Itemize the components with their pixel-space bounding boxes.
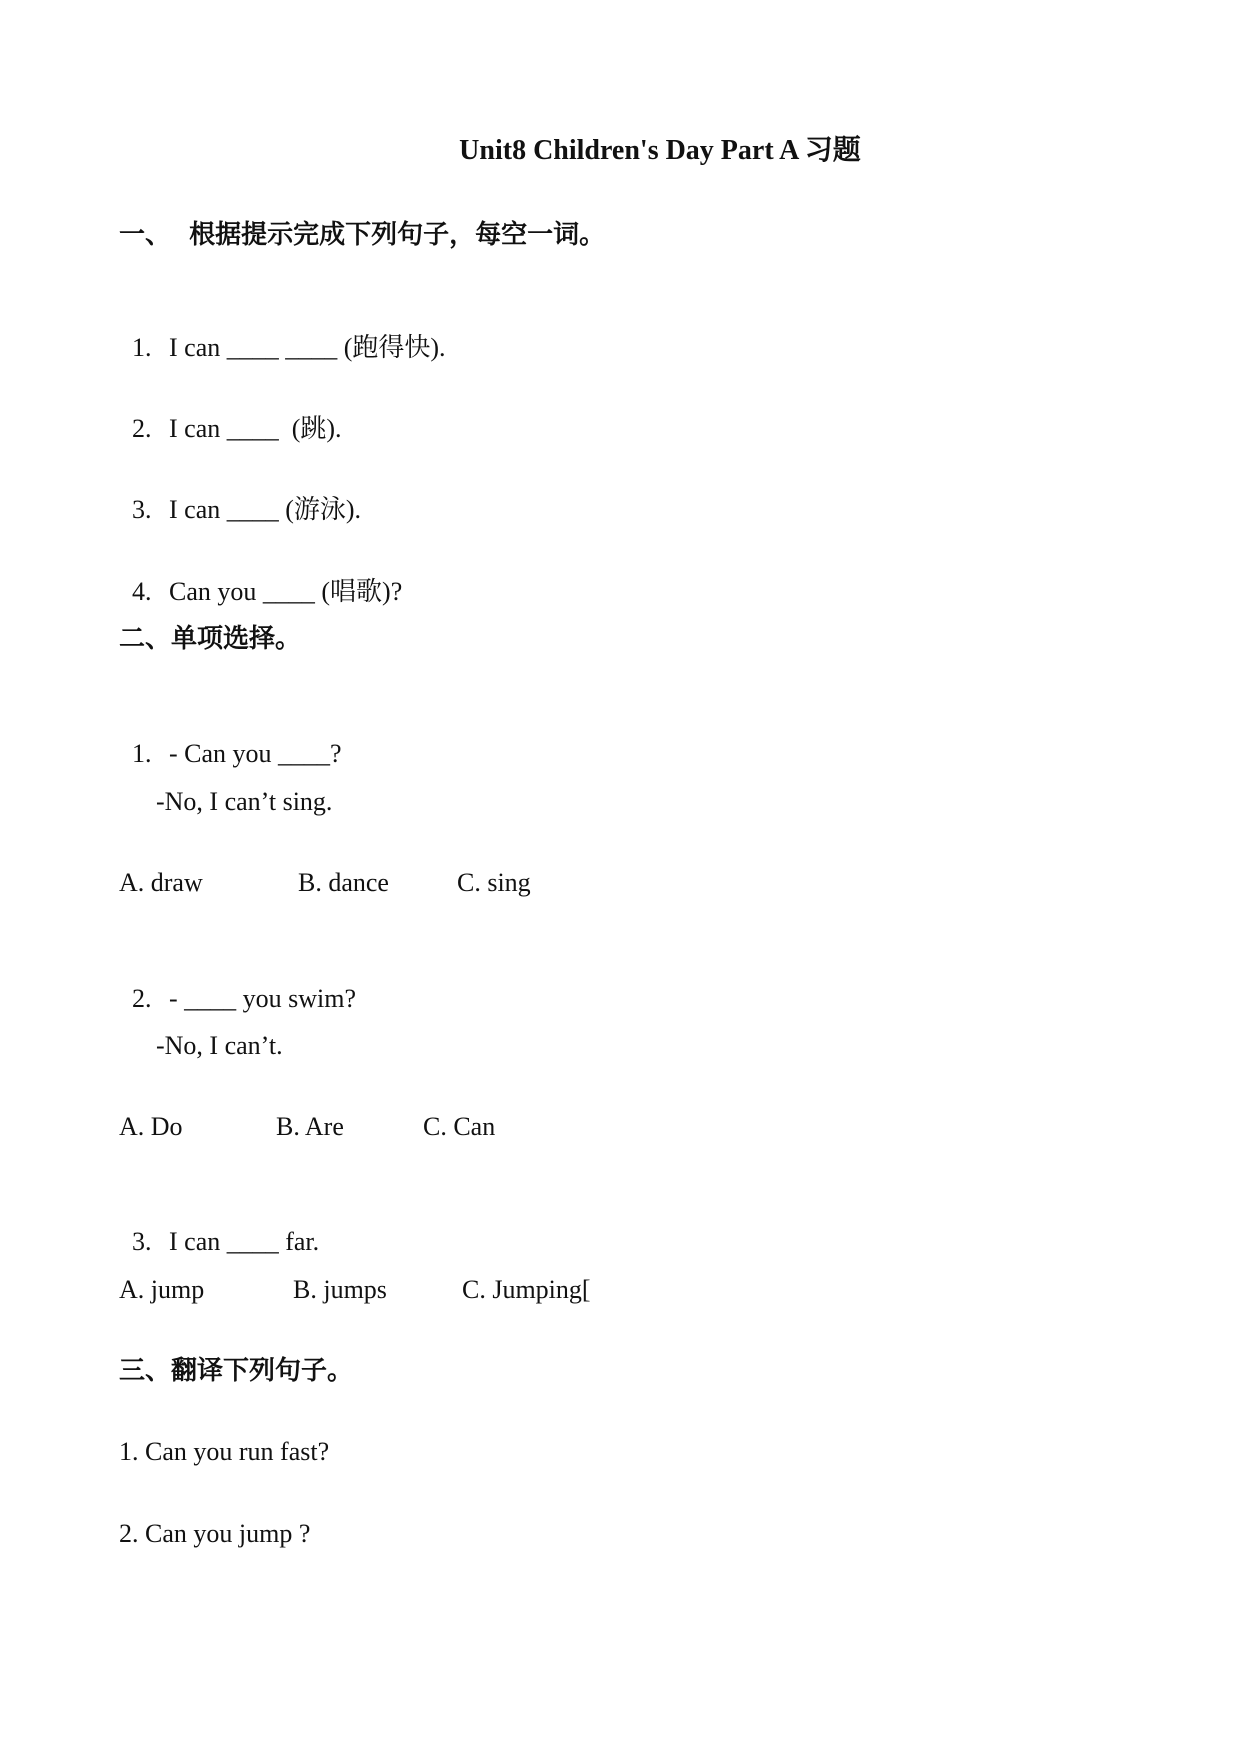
option-a: A. jump	[119, 1275, 205, 1304]
item-text: I can ____ ____ (跑得快).	[169, 333, 446, 362]
option-a: A. draw	[119, 868, 203, 897]
item-number: 3.	[132, 495, 152, 524]
item-number: 4.	[132, 577, 152, 606]
question-text: - ____ you swim?	[169, 984, 357, 1013]
option-b: B. Are	[276, 1112, 344, 1141]
question-text: I can ____ far.	[169, 1227, 320, 1256]
section-2-question-3	[119, 1191, 319, 1259]
section-3-heading: 三、翻译下列句子。	[119, 1356, 354, 1386]
item-number: 1.	[132, 333, 152, 362]
option-c: C. Can	[423, 1112, 496, 1141]
option-c: C. Jumping[	[462, 1275, 591, 1304]
section-1-item-4	[119, 541, 402, 609]
section-2-heading: 二、单项选择。	[119, 624, 302, 654]
item-text: I can ____ (跳).	[169, 414, 342, 443]
section-2-question-1-reply: -No, I can’t sing.	[156, 787, 333, 816]
item-text: Can you ____ (唱歌)?	[169, 577, 403, 606]
item-number: 2.	[132, 984, 152, 1013]
worksheet-title: Unit8 Children's Day Part A 习题	[459, 135, 861, 166]
item-text: I can ____ (游泳).	[169, 495, 362, 524]
section-2-question-1	[119, 703, 342, 771]
section-2-question-2-reply: -No, I can’t.	[156, 1031, 283, 1060]
section-1-item-2	[119, 378, 342, 446]
option-b: B. jumps	[293, 1275, 387, 1304]
option-b: B. dance	[298, 868, 389, 897]
section-2-question-2	[119, 948, 356, 1016]
option-a: A. Do	[119, 1112, 183, 1141]
section-1-heading: 一、 根据提示完成下列句子，每空一词。	[119, 220, 606, 250]
section-3-item-2: 2. Can you jump ?	[119, 1519, 311, 1548]
section-1-item-1	[119, 297, 446, 365]
section-3-item-1: 1. Can you run fast?	[119, 1437, 330, 1466]
item-number: 3.	[132, 1227, 152, 1256]
section-1-item-3	[119, 459, 361, 527]
option-c: C. sing	[457, 868, 531, 897]
item-number: 1.	[132, 739, 152, 768]
question-text: - Can you ____?	[169, 739, 342, 768]
item-number: 2.	[132, 414, 152, 443]
